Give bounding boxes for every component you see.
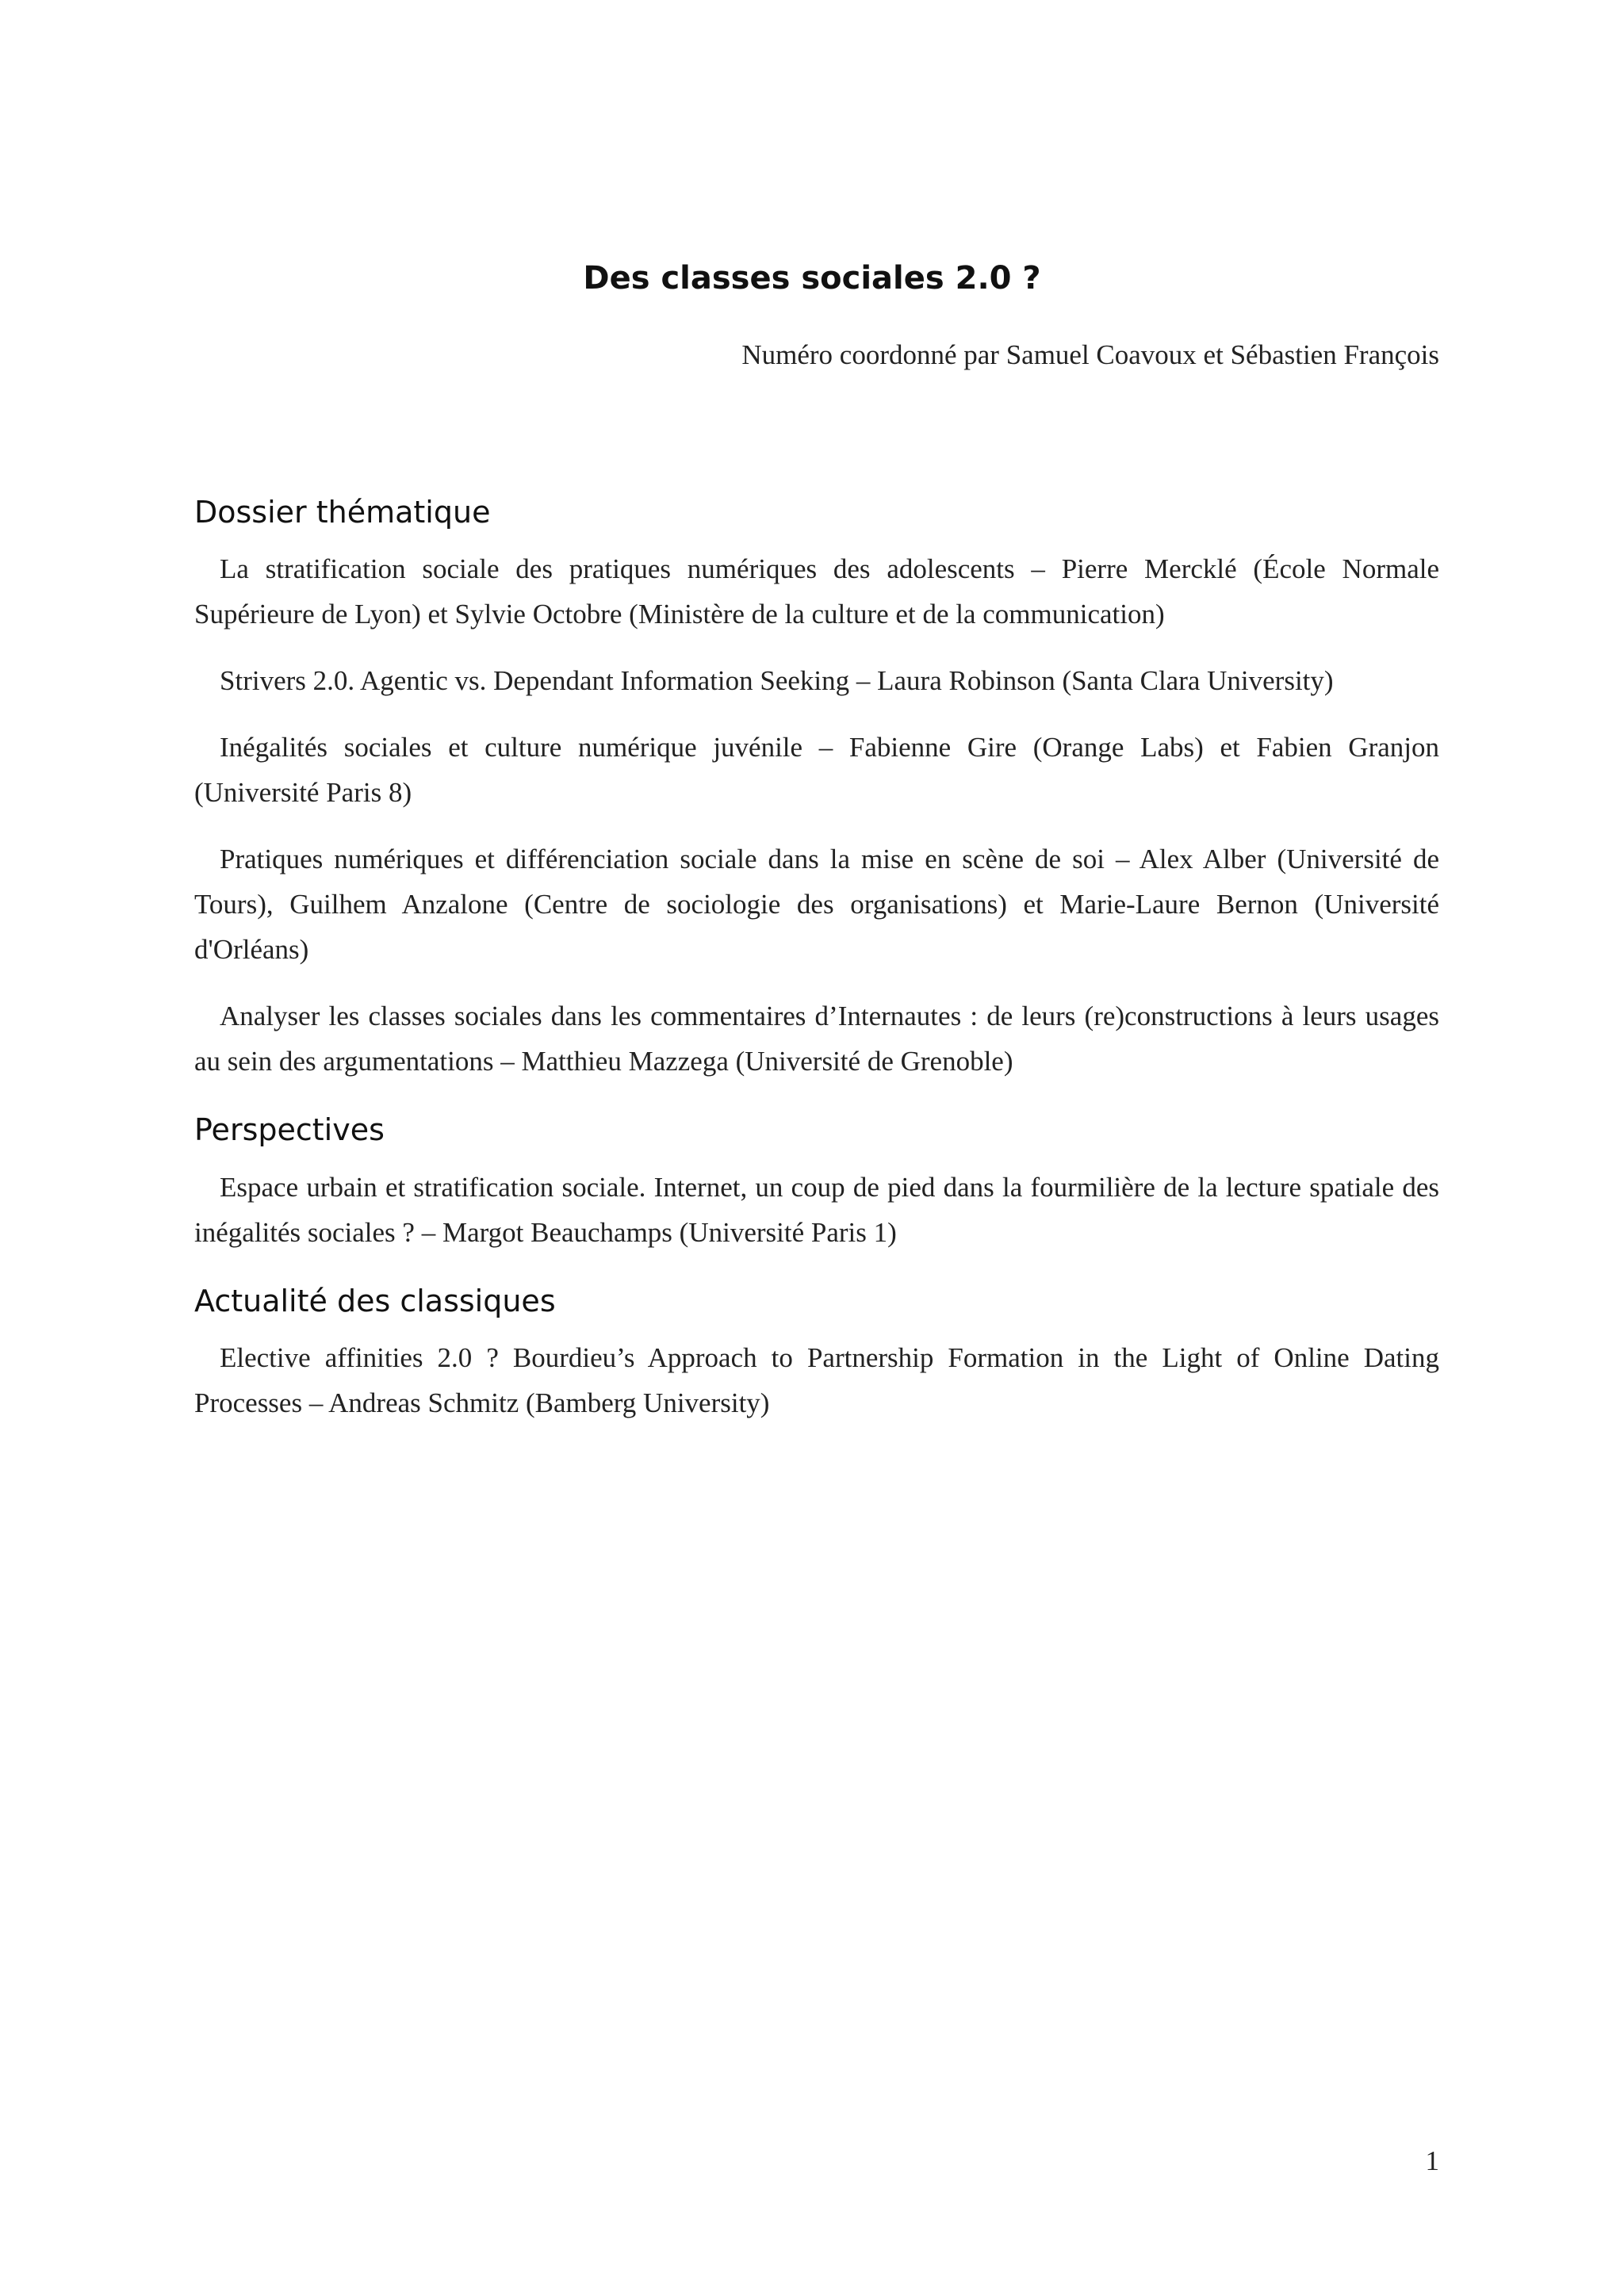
table-of-contents	[194, 493, 1439, 1452]
article-entry: Inégalités sociales et culture numérique juvénile – Fabienne Gire (Orange Labs) et Fabien Granjon (Université Paris 8)	[194, 732, 1439, 809]
document-subtitle: Numéro coordonné par Samuel Coavoux et Sébastien François	[741, 339, 1439, 370]
section-heading: Dossier thématique	[194, 495, 491, 530]
article-entry: Analyser les classes sociales dans les commentaires d’Internautes : de leurs (re)constructions à leurs usages au sein des argumentations – Matthieu Mazzega (Université de Grenoble)	[194, 1001, 1439, 1077]
article-entry: Strivers 2.0. Agentic vs. Dependant Information Seeking – Laura Robinson (Santa Clara University)	[220, 665, 1334, 697]
section-actualite-des-classiques	[194, 1282, 1439, 1425]
article-entry: Pratiques numériques et différenciation sociale dans la mise en scène de soi – Alex Alber (Université de Tours), Guilhem Anzalone (Centre de sociologie des organisations) et Marie-Laure Bernon (Université d'Orléans)	[194, 844, 1439, 966]
section-heading: Actualité des classiques	[194, 1283, 556, 1318]
page-number: 1	[1425, 2145, 1439, 2176]
article-entry: Espace urbain et stratification sociale. Internet, un coup de pied dans la fourmilière de la lecture spatiale des inégalités sociales ? – Margot Beauchamps (Université Paris 1)	[194, 1171, 1439, 1248]
section-dossier-thematique	[194, 493, 1439, 1084]
document-title: Des classes sociales 2.0 ?	[583, 260, 1041, 297]
article-entry: La stratification sociale des pratiques numériques des adolescents – Pierre Mercklé (École Normale Supérieure de Lyon) et Sylvie Octobre (Ministère de la culture et de la communication)	[194, 553, 1439, 630]
article-entry: Elective affinities 2.0 ? Bourdieu’s Approach to Partnership Formation in the Light of Online Dating Processes – Andreas Schmitz (Bamberg University)	[194, 1342, 1439, 1419]
section-perspectives	[194, 1111, 1439, 1254]
section-heading: Perspectives	[194, 1112, 385, 1148]
